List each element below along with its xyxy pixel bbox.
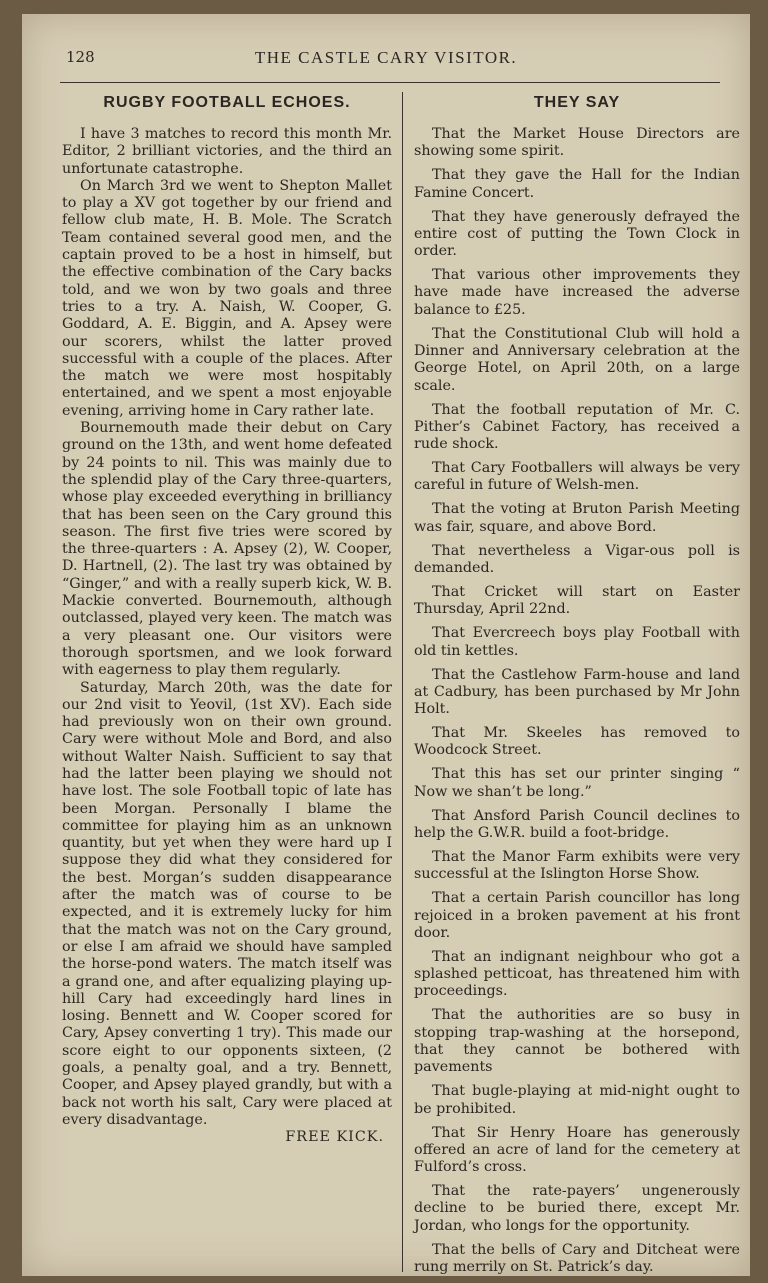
they-say-item: That an indignant neighbour who got a splashed petticoat, has threatened him with proceedings. <box>414 948 740 1000</box>
they-say-item: That the football reputation of Mr. C. Pither’s Cabinet Factory, has received a rude shock. <box>414 401 740 453</box>
they-say-item: That the Manor Farm exhibits were very successful at the Islington Horse Show. <box>414 849 740 883</box>
author-signature: FREE KICK. <box>285 1129 384 1146</box>
they-say-heading: THEY SAY <box>533 94 621 111</box>
they-say-item: That this has set our printer singing “ Now we shan’t be long.” <box>414 766 740 800</box>
rugby-paragraph: Bournemouth made their debut on Cary ground on the 13th, and went home defeated by 24 points to nil. This was mainly due to the splendid play of the Cary three-quarters, whose play exceeded everything in brilliancy that has been seen on the Cary ground this season. The first five tries were scored by the three-quarters : A. Apsey (2), W. Cooper, D. Hartnell, (2). The last try was obtained by “Ginger,” and with a really superb kick, W. B. Mackie converted. Bournemouth, although outclassed, played very keen. The match was a very pleasant one. Our visitors were thorough sportsmen, and we look forward with eagerness to play them regularly. <box>62 420 392 679</box>
they-say-item: That a certain Parish councillor has long rejoiced in a broken pavement at his front door. <box>414 890 740 941</box>
they-say-item: That the authorities are so busy in stopping trap-washing at the horsepond, that they cannot be bothered with pavements <box>414 1007 740 1076</box>
page-header <box>22 48 750 78</box>
they-say-item: That Evercreech boys play Football with old tin kettles. <box>414 625 740 659</box>
they-say-item: That Cary Footballers will always be very careful in future of Welsh-men. <box>414 460 740 494</box>
they-say-item: That nevertheless a Vigar-ous poll is demanded. <box>414 542 740 577</box>
they-say-item: That bugle-playing at mid-night ought to be prohibited. <box>414 1083 740 1117</box>
they-say-item: That the bells of Cary and Ditcheat were rung merrily on St. Patrick’s day. <box>414 1241 740 1276</box>
newspaper-page <box>22 14 750 1276</box>
page-number: 128 <box>66 48 95 66</box>
publication-title: THE CASTLE CARY VISITOR. <box>254 48 518 67</box>
they-say-item: That various other improvements they have made have increased the adverse balance to £25. <box>414 267 740 318</box>
they-say-item: That Cricket will start on Easter Thursday, April 22nd. <box>414 584 740 618</box>
they-say-item: That the rate-payers’ ungenerously decline to be buried there, except Mr. Jordan, who longs for the opportunity. <box>414 1183 740 1234</box>
they-say-column <box>414 94 740 1283</box>
they-say-item: That the Castlehow Farm-house and land at Cadbury, has been purchased by Mr John Holt. <box>414 666 740 718</box>
rugby-paragraph: Saturday, March 20th, was the date for our 2nd visit to Yeovil, (1st XV). Each side had previously won on their own ground. Cary were without Mole and Bord, and also without Walter Naish. Sufficient to say that had the latter been playing we should not have lost. The sole Football topic of late has been Morgan. Personally I blame the committee for playing him as an unknown quantity, but yet when they were hard up I suppose they did what they considered for the best. Morgan’s sudden disappearance after the match was of course to be expected, and it is extremely lucky for him that the match was not on the Cary ground, or else I am afraid we should have sampled the horse-pond waters. The match itself was a grand one, and after equalizing playing up-hill Cary had exceedingly hard lines in losing. Bennett and W. Cooper scored for Cary, Apsey converting 1 try). This made our score eight to our opponents sixteen, (2 goals, a penalty goal, and a try. Bennett, Cooper, and Apsey played grandly, but with a back not worth his salt, Cary were placed at every disadvantage. <box>62 679 392 1128</box>
rugby-paragraph: I have 3 matches to record this month Mr. Editor, 2 brilliant victories, and the third an unfortunate catastrophe. <box>62 126 392 177</box>
rugby-heading: RUGBY FOOTBALL ECHOES. <box>103 94 351 111</box>
they-say-item: That Ansford Parish Council declines to help the G.W.R. build a foot-bridge. <box>414 807 740 842</box>
they-say-item: That the Constitutional Club will hold a Dinner and Anniversary celebration at the George Hotel, on April 20th, on a large scale. <box>414 325 740 394</box>
rugby-column <box>62 94 392 1147</box>
header-rule <box>60 82 720 83</box>
they-say-item: That Mr. Skeeles has removed to Woodcock Street. <box>414 725 740 759</box>
rugby-paragraph: On March 3rd we went to Shepton Mallet to play a XV got together by our friend and fellow club mate, H. B. Mole. The Scratch Team contained several good men, and the captain proved to be a host in himself, but the effective combination of the Cary backs told, and we won by two goals and three tries to a try. A. Naish, W. Cooper, G. Goddard, A. E. Biggin, and A. Apsey were our scorers, whilst the latter proved successful with a couple of the places. After the match we were most hospitably entertained, and we spent a most enjoyable evening, arriving home in Cary rather late. <box>62 177 392 419</box>
they-say-item: That they gave the Hall for the Indian Famine Concert. <box>414 167 740 201</box>
they-say-item: That the Market House Directors are showing some spirit. <box>414 126 740 160</box>
they-say-item: That they have generously defrayed the entire cost of putting the Town Clock in order. <box>414 208 740 260</box>
they-say-item: That Sir Henry Hoare has generously offered an acre of land for the cemetery at Fulford’s cross. <box>414 1124 740 1176</box>
column-divider <box>402 92 403 1272</box>
they-say-item: That the voting at Bruton Parish Meeting was fair, square, and above Bord. <box>414 501 740 535</box>
